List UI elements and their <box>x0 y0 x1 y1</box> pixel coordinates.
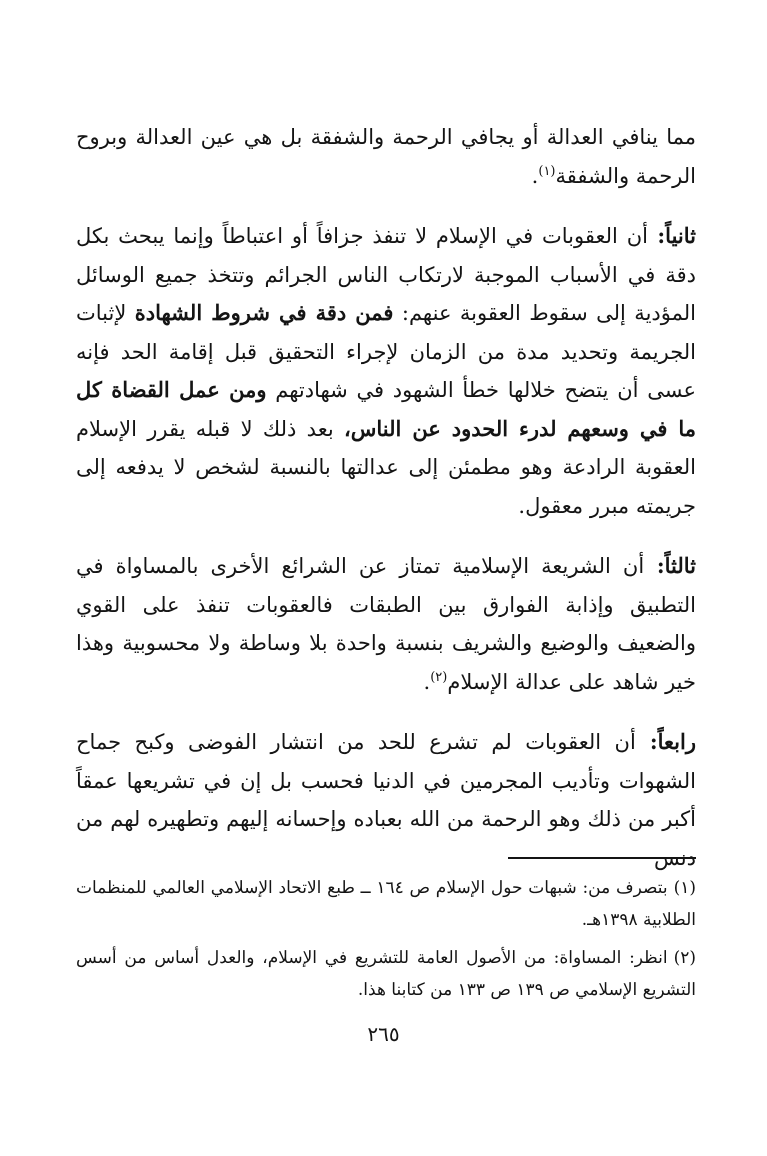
paragraph-4 <box>76 723 696 877</box>
footnote-number: (٢) <box>673 948 696 968</box>
page-body <box>76 118 696 899</box>
footnote-text: انظر: المساواة: من الأصول العامة للتشريع في الإسلام، والعدل أساس من أسس التشريع الإسلامي ص ١٣٩ ص ١٣٣ من كتابنا هذا. <box>76 948 696 1000</box>
paragraph-lead: رابعاً: <box>635 729 696 754</box>
paragraph-lead: ثانياً: <box>647 223 696 248</box>
footnote-1 <box>76 872 696 936</box>
footnote-text: بتصرف من: شبهات حول الإسلام ص ١٦٤ ــ طبع الاتحاد الإسلامي العالمي للمنظمات الطلابية ١٣٩٨هـ. <box>76 878 696 930</box>
paragraph-3 <box>76 547 696 701</box>
paragraph-text: أن الشريعة الإسلامية تمتاز عن الشرائع الأخرى بالمساواة في التطبيق وإذابة الفوارق بين الطبقات فالعقوبات تنفذ على القوي والضعيف والوضيع والشريف بنسبة واحدة بلا وساطة ولا محسوبية وهذا خير شاهد على عدالة الإسلام$^{(٢)}$. <box>76 554 696 694</box>
footnote-divider <box>508 857 696 859</box>
paragraph-text: مما ينافي العدالة أو يجافي الرحمة والشفقة بل هي عين العدالة وبروح الرحمة والشفقة$^{(١)}$. <box>76 125 696 188</box>
paragraph-lead: ثالثاً: <box>644 553 696 578</box>
footnote-number: (١) <box>673 878 696 898</box>
footnotes <box>76 872 696 1012</box>
paragraph-text: أن العقوبات لم تشرع للحد من انتشار الفوضى وكبح جماح الشهوات وتأديب المجرمين في الدنيا فحسب بل إن في تشريعها عمقاً أكبر من ذلك وهو الرحمة من الله بعباده وإحسانه إليهم وتطهيره لهم من دنس <box>76 730 696 870</box>
paragraph-text: أن العقوبات في الإسلام لا تنفذ جزافاً أو اعتباطاً وإنما يبحث بكل دقة في الأسباب الموجبة لارتكاب الناس الجرائم وتتخذ جميع الوسائل المؤدية إلى سقوط العقوبة عنهم: فمن دقة في شروط الشهادة لإثبات الجريمة وتحديد مدة من الزمان لإجراء التحقيق قبل إقامة الحد فإنه عسى أن يتضح خلالها خطأ الشهود في شهادتهم ومن عمل القضاة كل ما في وسعهم لدرء الحدود عن الناس، بعد ذلك لا قبله يقرر الإسلام العقوبة الرادعة وهو مطمئن إلى عدالتها بالنسبة لشخص لا يدفعه إلى جريمته مبرر معقول. <box>76 224 697 518</box>
footnote-2 <box>76 942 696 1006</box>
page-number: ٢٦٥ <box>367 1022 400 1046</box>
paragraph-1 <box>76 118 696 195</box>
paragraph-2 <box>76 217 696 525</box>
